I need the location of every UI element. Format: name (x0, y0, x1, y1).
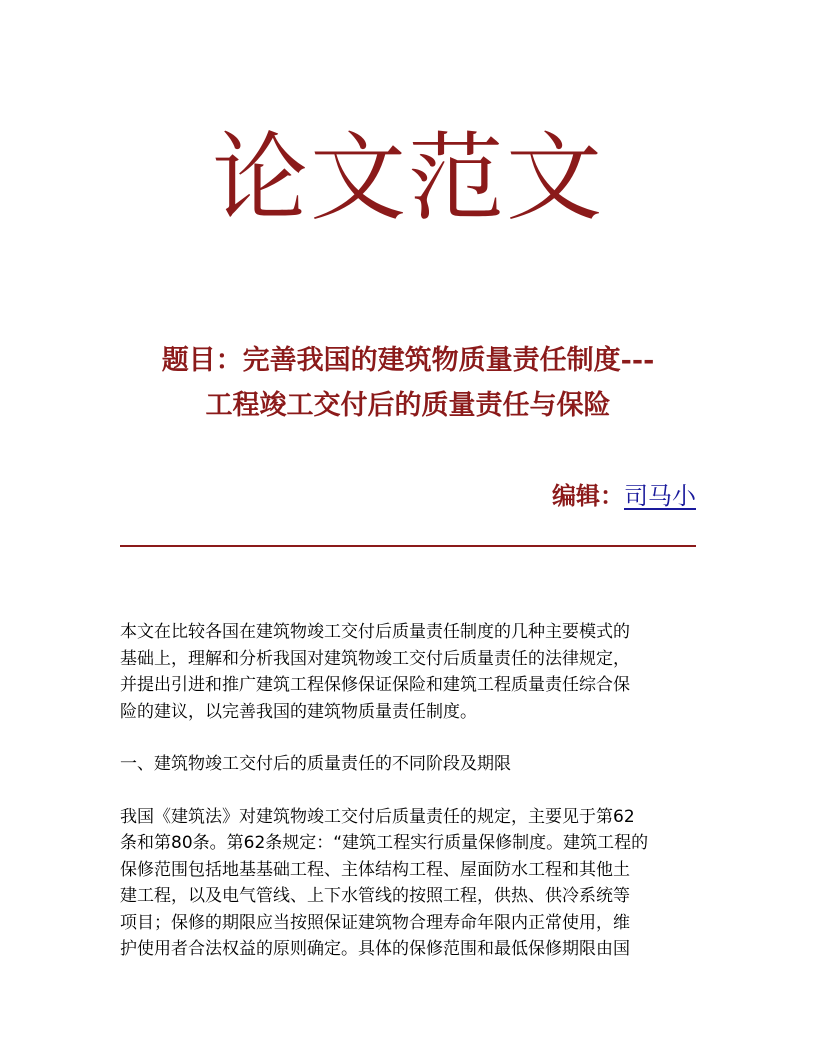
text-line: 基础上，理解和分析我国对建筑物竣工交付后质量责任的法律规定， (120, 648, 630, 669)
text-line: 本文在比较各国在建筑物竣工交付后质量责任制度的几种主要模式的 (120, 622, 630, 642)
section-heading: 一、建筑物竣工交付后的质量责任的不同阶段及期限 (120, 754, 511, 774)
editor-credit (552, 476, 696, 516)
paragraph-abstract (120, 619, 696, 725)
text-line: 并提出引进和推广建筑工程保修保证保险和建筑工程质量责任综合保 (120, 675, 630, 695)
divider-rule (120, 545, 696, 547)
editor-name-link[interactable]: 司马小 (624, 482, 696, 510)
cover-title: 论文范文 (212, 122, 604, 234)
text-line: 险的建议，以完善我国的建筑物质量责任制度。 (120, 701, 477, 722)
text-line: 项目；保修的期限应当按照保证建筑物合理寿命年限内正常使用，维 (120, 912, 630, 933)
text-line: 我国《建筑法》对建筑物竣工交付后质量责任的规定，主要见于第62 (120, 806, 635, 827)
topic-heading (60, 338, 756, 428)
paragraph-law (120, 804, 696, 963)
text-line: 条和第80条。第62条规定：“建筑工程实行质量保修制度。建筑工程的 (120, 833, 649, 853)
paragraph-gap (120, 725, 696, 751)
paragraph-gap (120, 778, 696, 804)
text-line: 护使用者合法权益的原则确定。具体的保修范围和最低保修期限由国 (120, 939, 630, 959)
body-text (120, 619, 696, 963)
text-line: 建工程，以及电气管线、上下水管线的按照工程，供热、供冷系统等 (120, 886, 630, 906)
editor-label: 编辑： (552, 481, 624, 510)
topic-line-2: 工程竣工交付后的质量责任与保险 (205, 390, 611, 421)
topic-line-1: 题目：完善我国的建筑物质量责任制度--- (161, 345, 655, 376)
text-line: 保修范围包括地基基础工程、主体结构工程、屋面防水工程和其他土 (120, 859, 630, 880)
